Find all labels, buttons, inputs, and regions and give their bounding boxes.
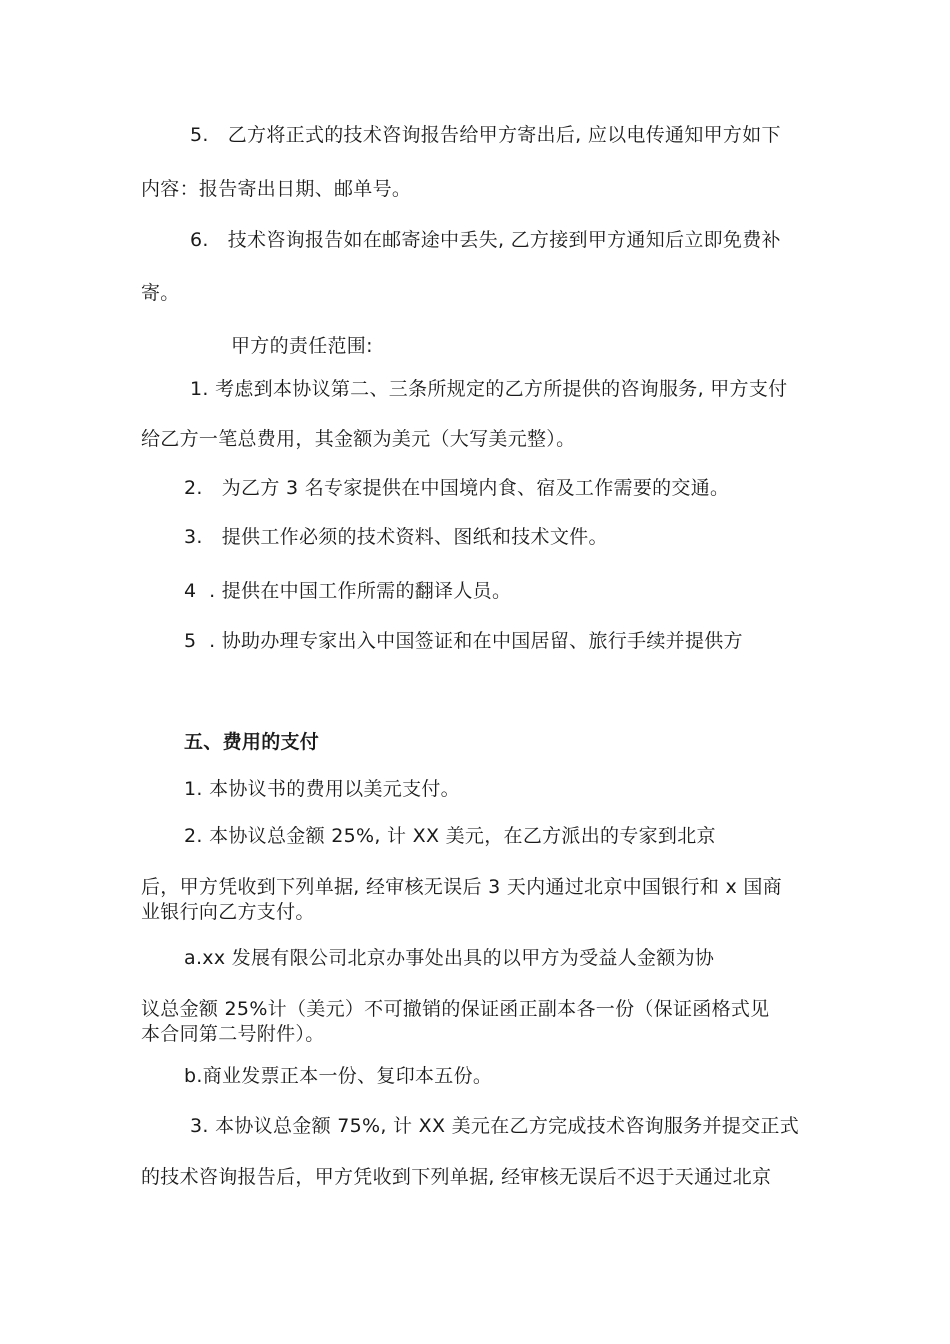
clause-a5: 5 . 协助办理专家出入中国签证和在中国居留、旅行手续并提供方	[184, 630, 743, 652]
party-a-responsibility-heading: 甲方的责任范围:	[231, 335, 373, 357]
payment-clause-1: 1. 本协议书的费用以美元支付。	[184, 778, 460, 800]
payment-item-a-line-3: 本合同第二号附件）。	[141, 1023, 325, 1045]
clause-b5-line-1: 5. 乙方将正式的技术咨询报告给甲方寄出后, 应以电传通知甲方如下	[190, 124, 781, 146]
clause-a1-line-2: 给乙方一笔总费用，其金额为美元（大写美元整）。	[141, 428, 576, 450]
payment-item-b: b.商业发票正本一份、复印本五份。	[184, 1065, 493, 1087]
section-five-heading: 五、费用的支付	[184, 731, 320, 753]
payment-clause-2-line-1: 2. 本协议总金额 25%, 计 XX 美元，在乙方派出的专家到北京	[184, 825, 716, 847]
payment-clause-2-line-3: 业银行向乙方支付。	[141, 901, 315, 923]
clause-a3: 3. 提供工作必须的技术资料、图纸和技术文件。	[184, 526, 608, 548]
clause-a4: 4 . 提供在中国工作所需的翻译人员。	[184, 580, 512, 602]
clause-b6-line-1: 6. 技术咨询报告如在邮寄途中丢失, 乙方接到甲方通知后立即免费补	[190, 229, 781, 251]
payment-clause-3-line-1: 3. 本协议总金额 75%, 计 XX 美元在乙方完成技术咨询服务并提交正式	[190, 1115, 800, 1137]
clause-b5-line-2: 内容：报告寄出日期、邮单号。	[141, 178, 412, 200]
payment-clause-2-line-2: 后，甲方凭收到下列单据, 经审核无误后 3 天内通过北京中国银行和 x 国商	[141, 876, 782, 898]
payment-item-a-line-1: a.xx 发展有限公司北京办事处出具的以甲方为受益人金额为协	[184, 947, 715, 969]
payment-clause-3-line-2: 的技术咨询报告后，甲方凭收到下列单据, 经审核无误后不迟于天通过北京	[141, 1166, 772, 1188]
clause-a2: 2. 为乙方 3 名专家提供在中国境内食、宿及工作需要的交通。	[184, 477, 730, 499]
clause-b6-line-2: 寄。	[141, 282, 180, 304]
payment-item-a-line-2: 议总金额 25%计（美元）不可撤销的保证函正副本各一份（保证函格式见	[141, 998, 770, 1020]
clause-a1-line-1: 1. 考虑到本协议第二、三条所规定的乙方所提供的咨询服务, 甲方支付	[190, 378, 788, 400]
